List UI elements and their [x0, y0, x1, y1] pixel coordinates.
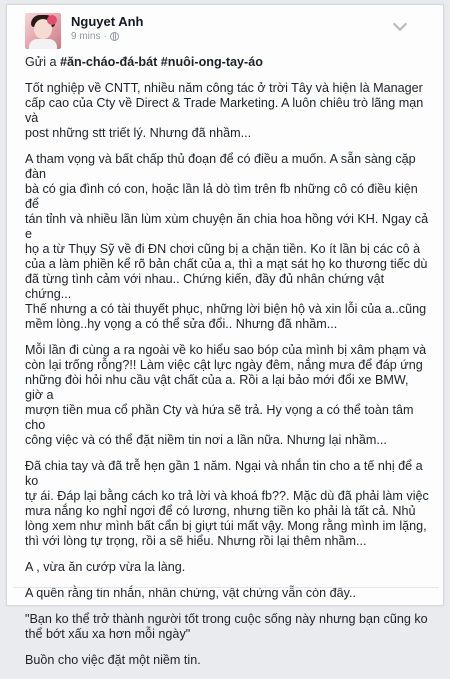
post-footer-divider: [13, 587, 439, 606]
chevron-down-icon[interactable]: [393, 17, 407, 31]
greeting-prefix: Gửi a: [25, 55, 61, 69]
post-header: [25, 13, 405, 53]
paragraph: Tốt nghiệp về CNTT, nhiều năm công tác ở trời Tây và hiện là Manager cấp cao của Cty về Direct & Trade Marketing. A luôn chiêu trò lãng mạn và post những stt triết lý. Nhưng đã nhầm...: [25, 81, 424, 140]
paragraph: Mỗi lần đi cùng a ra ngoài về ko hiểu sao bóp của mình bị xâm phạm và còn lại trống rỗng?!! Làm việc cật lực ngày đêm, nắng mưa để đáp ứng những đòi hỏi nhu cầu vật chất của a. Rồi a lại bảo mới đổi xe BMW, giờ a mượn tiền mua cổ phần Cty và hứa sẽ trả. Hy vọng a có thể toàn tâm cho công việc và có thể đặt niềm tin nơi a lần nữa. Nhưng lại nhầm...: [25, 343, 427, 447]
author-name[interactable]: Nguyet Anh: [71, 14, 144, 29]
avatar[interactable]: [25, 13, 61, 49]
paragraph: Đã chia tay và đã trễ hẹn gần 1 năm. Ngại và nhắn tin cho a tế nhị để a ko tự ái. Đáp lại bằng cách ko trả lời và khoá fb??. Mặc dù đã phải làm việc mưa nắng ko nghỉ ngơi để có lương, nhưng tiền ko phải là tất cả. Nhủ lòng xem như mình bất cẩn bị giựt túi mất vậy. Mong rằng mình im lặng, thì với lòng tự trọng, rồi a sẽ hiểu. Nhưng rồi lại thêm nhầm...: [25, 459, 429, 548]
paragraph: A , vừa ăn cướp vừa la làng.: [25, 560, 186, 574]
hashtag-an-chao-da-bat[interactable]: #ăn-cháo-đá-bát: [60, 55, 158, 69]
meta-separator: ·: [103, 31, 107, 42]
paragraph: Buồn cho việc đặt một niềm tin.: [25, 653, 201, 667]
paragraph: A quên rằng tin nhắn, nhân chứng, vật chứng vẫn còn đây..: [25, 586, 357, 600]
post-body: [25, 55, 429, 679]
quote-paragraph: "Bạn ko thể trở thành người tốt trong cuộc sống này nhưng bạn cũng ko thể bớt xấu xa hơn mỗi ngày": [25, 612, 428, 641]
hashtag-nuoi-ong-tay-ao[interactable]: #nuôi-ong-tay-áo: [160, 55, 263, 69]
greeting-line: [25, 55, 429, 70]
post-time[interactable]: 9 mins: [71, 31, 101, 42]
paragraph: A tham vọng và bất chấp thủ đoạn để có điều a muốn. A sẵn sàng cặp đàn bà có gia đình có con, hoặc lần lả dò tìm trên fb những cô có điều kiện để tán tỉnh và nhiều lần lùm xùm chuyện ăn chia hoa hồng với KH. Ngay cả e họ a từ Thụy Sỹ về đi ĐN chơi cũng bị a chặn tiền. Ko ít lần bị các cô à của a làm phiền kể rõ bản chất của a, thì a mạt sát họ ko thương tiếc dù đã từng tình cảm với nhau.. Chứng kiến, đầy đủ nhân chứng vật chứng... Thế nhưng a có tài thuyết phục, những lời biện hộ và xin lỗi của a..cũng mềm lòng..hy vọng a có thể sửa đổi.. Nhưng đã nhầm...: [25, 152, 429, 331]
globe-icon: [110, 32, 119, 41]
post-card: [6, 4, 444, 667]
post-meta: [71, 31, 119, 42]
